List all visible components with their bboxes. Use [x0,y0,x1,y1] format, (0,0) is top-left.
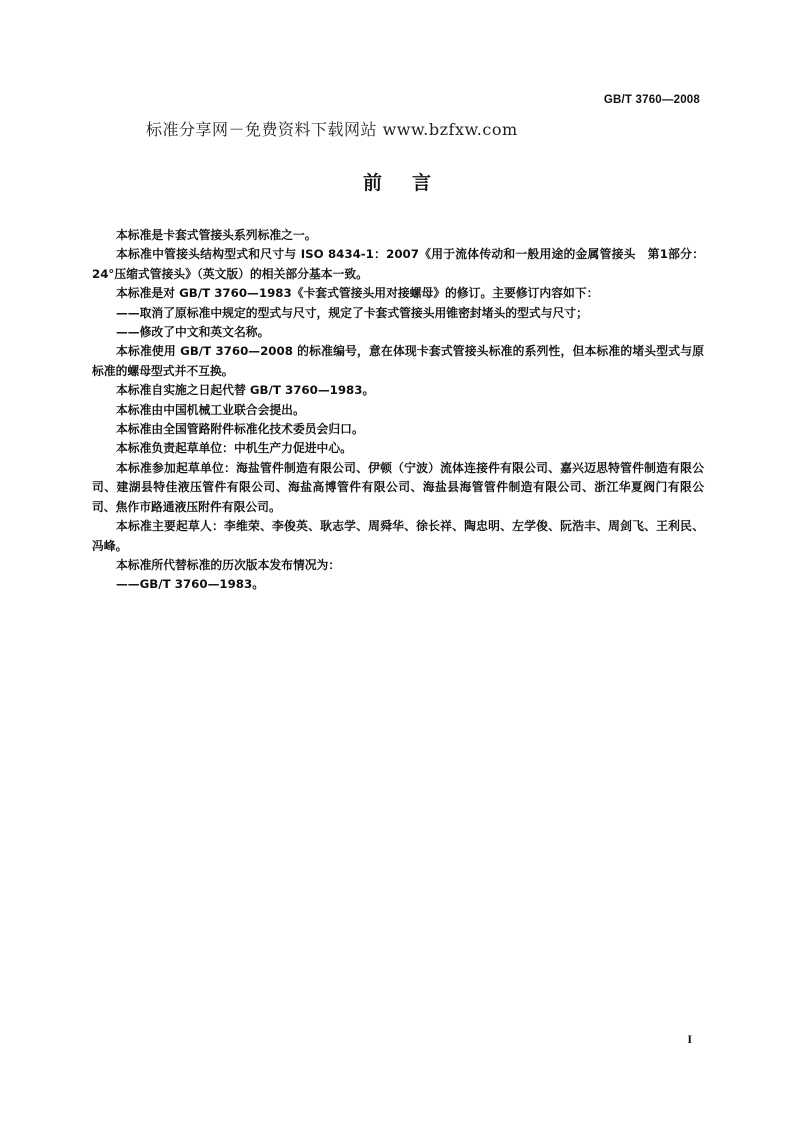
paragraph: 本标准由全国管路附件标准化技术委员会归口。 [116,422,364,437]
paragraph: 本标准由中国机械工业联合会提出。 [116,402,305,417]
foreword-body [92,226,704,595]
paragraph: ——GB/T 3760—1983。 [116,577,264,592]
paragraph: 本标准负责起草单位：中机生产力促进中心。 [116,441,352,456]
watermark-text: 标准分享网－免费资料下载网站 www.bzfxw.com [146,120,518,139]
paragraph: 本标准所代替标准的历次版本发布情况为： [116,557,341,572]
standard-code: GB/T 3760—2008 [603,94,700,106]
paragraph: 本标准中管接头结构型式和尺寸与 ISO 8434-1：2007《用于流体传动和一般用途的金属管接头 第1部分：24°压缩式管接头》（英文版）的相关部分基本一致。 [92,247,704,281]
paragraph: 本标准使用 GB/T 3760—2008 的标准编号，意在体现卡套式管接头标准的系列性，但本标准的堵头型式与原标准的螺母型式并不互换。 [92,344,704,378]
paragraph: 本标准是对 GB/T 3760—1983《卡套式管接头用对接螺母》的修订。主要修订内容如下： [116,286,599,301]
paragraph: ——取消了原标准中规定的型式与尺寸，规定了卡套式管接头用锥密封堵头的型式与尺寸； [116,305,588,320]
paragraph: 本标准主要起草人：李维荣、李俊英、耿志学、周舜华、徐长祥、陶忠明、左学俊、阮浩丰、周剑飞、王利民、冯峰。 [92,519,704,553]
paragraph: 本标准自实施之日起代替 GB/T 3760—1983。 [116,383,375,398]
paragraph: ——修改了中文和英文名称。 [116,325,270,340]
paragraph: 本标准参加起草单位：海盐管件制造有限公司、伊顿（宁波）流体连接件有限公司、嘉兴迈思特管件制造有限公司、建湖县特佳液压管件有限公司、海盐高博管件有限公司、海盐县海管管件制造有限公司、浙江华夏阀门有限公司、焦作市路通液压附件有限公司。 [92,460,704,514]
page-number: I [687,1032,692,1046]
page-title: 前言 [362,172,461,194]
paragraph: 本标准是卡套式管接头系列标准之一。 [116,228,317,242]
